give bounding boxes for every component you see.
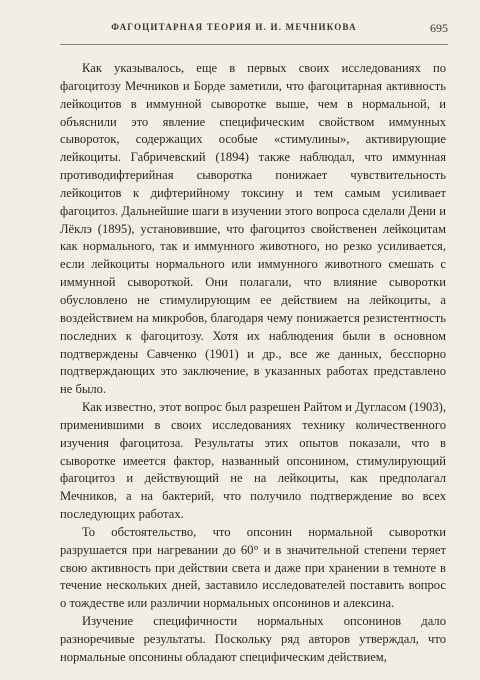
- paragraph-2: Как известно, этот вопрос был разрешен Райтом и Дугласом (1903), применившими в своих исследованиях технику количественного изучения фагоцитоза. Результаты этих опытов показали, что в сыворотке имеется фактор, названный опсонином, стимулирующий фагоцитоз и действующий не на лейкоциты, как предполагал Мечников, а на бактерий, что получило подтверждение во всех последующих работах.: [60, 400, 446, 522]
- paragraph-1: Как указывалось, еще в первых своих исследованиях по фагоцитозу Мечников и Борде заметили, что фагоцитарная активность лейкоцитов в иммунной сыворотке выше, чем в нормальной, и объяснили это явление специфическим свойством иммунных сывороток, содержащих особые «стимулины», активирующие лейкоциты. Габричевский (1894) также наблюдал, что иммунная противодифтерийная сыворотка понижает чувствительность лейкоцитов к дифтерийному токсину и тем самым усиливает фагоцитоз. Дальнейшие шаги в изучении этого вопроса сделали Дени и Лёклэ (1895), установившие, что фагоцитоз свойственен лейкоцитам как нормального, так и иммунного животного, но резко усиливается, если лейкоциты нормального или иммунного животного смешать с иммунной сывороткой. Они полагали, что влияние сыворотки обусловлено не стимулирующим ее действием на лейкоциты, а воздействием на микробов, благодаря чему понижается резистентность последних к фагоцитозу. Хотя их наблюдения были в основном подтверждены Савченко (1901) и др., все же данных, бесспорно подтверждающих это заключение, в указанных работах представлено не было.: [60, 61, 446, 397]
- header-rule: [60, 44, 448, 45]
- paragraph-4: Изучение специфичности нормальных опсонинов дало разноречивые результаты. Поскольку ряд авторов утверждал, что нормальные опсонины обладают специфическим действием,: [60, 614, 446, 664]
- page-number: 695: [430, 21, 448, 35]
- paragraph-3: То обстоятельство, что опсонин нормальной сыворотки разрушается при нагревании до 60° и в значительной степени теряет свою активность при действии света и даже при хранении в темноте в течение нескольких дней, заставило исследователей поставить вопрос о тождестве или различии нормальных опсонинов и алексина.: [60, 524, 446, 611]
- body-text: [60, 60, 446, 667]
- running-header: [60, 22, 448, 38]
- running-title: ФАГОЦИТАРНАЯ ТЕОРИЯ И. И. МЕЧНИКОВА: [111, 22, 357, 32]
